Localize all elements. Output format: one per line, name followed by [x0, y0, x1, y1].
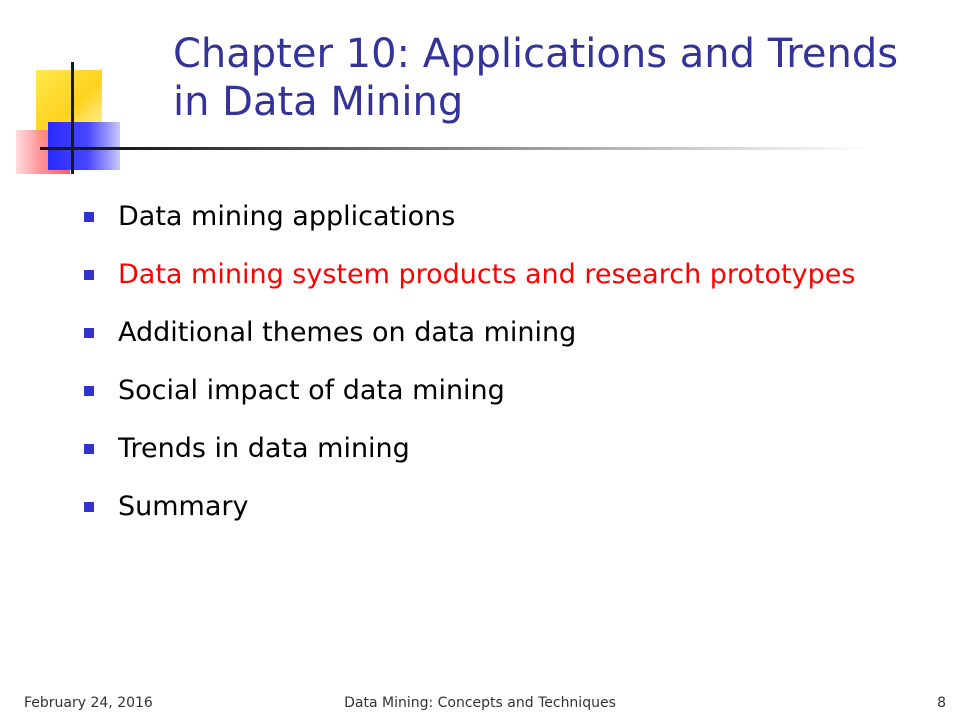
bullet-square-icon	[84, 386, 94, 396]
title-underline	[40, 147, 870, 150]
bullet-square-icon	[84, 502, 94, 512]
bullet-item	[84, 428, 904, 470]
bullet-item-highlighted	[84, 254, 904, 296]
bullet-square-icon	[84, 270, 94, 280]
bullet-item	[84, 486, 904, 528]
bullet-item	[84, 312, 904, 354]
bullet-list	[84, 196, 904, 544]
slide-title: Chapter 10: Applications and Trends in Data Mining	[173, 31, 899, 125]
bullet-text: Trends in data mining	[118, 433, 410, 464]
bullet-text: Additional themes on data mining	[118, 317, 577, 348]
bullet-item	[84, 370, 904, 412]
bullet-square-icon	[84, 328, 94, 338]
page-number: 8	[937, 695, 946, 711]
bullet-text: Summary	[118, 491, 249, 522]
footer-title: Data Mining: Concepts and Techniques	[344, 695, 616, 711]
logo-vertical-line	[71, 62, 74, 174]
logo-blue-square	[48, 122, 120, 170]
bullet-text: Data mining applications	[118, 201, 456, 232]
bullet-item	[84, 196, 904, 238]
bullet-square-icon	[84, 444, 94, 454]
footer-date: February 24, 2016	[24, 695, 153, 711]
bullet-text: Data mining system products and research prototypes	[118, 259, 856, 290]
bullet-square-icon	[84, 212, 94, 222]
bullet-text: Social impact of data mining	[118, 375, 505, 406]
